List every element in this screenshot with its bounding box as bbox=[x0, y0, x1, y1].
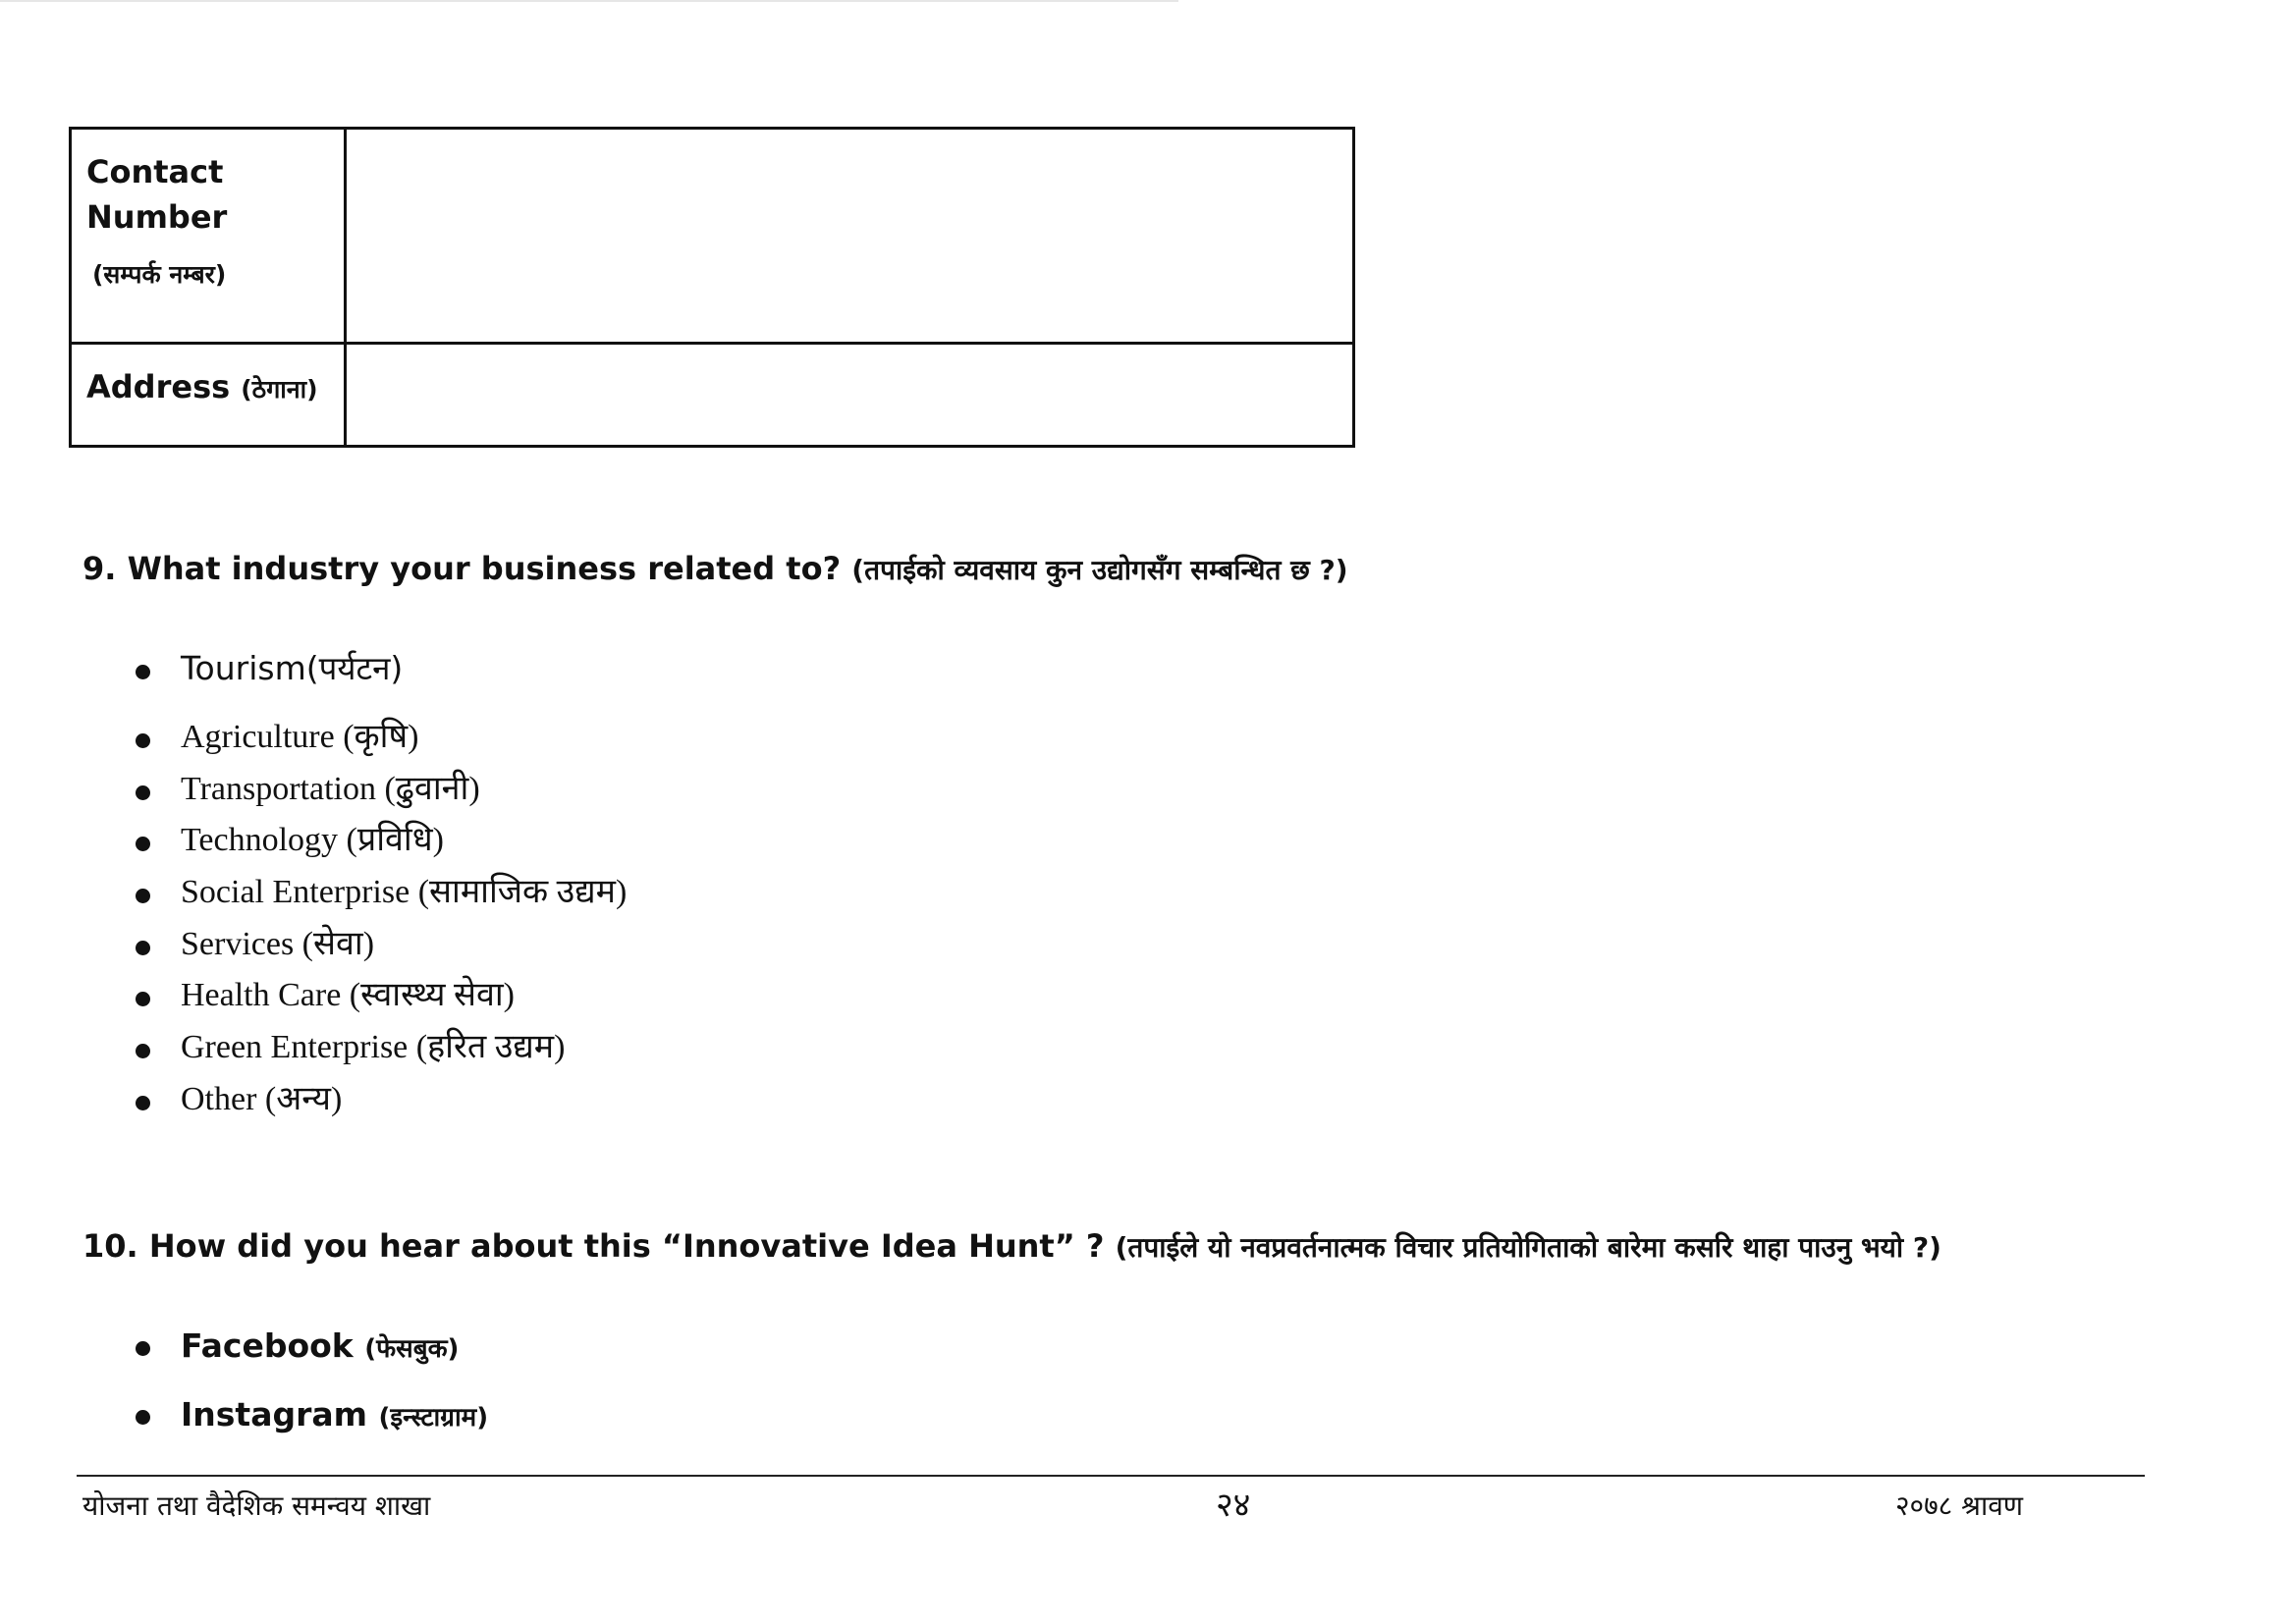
option-label: Facebook bbox=[181, 1326, 354, 1365]
option-label: Health Care (स्वास्थ्य सेवा) bbox=[181, 977, 515, 1014]
industry-option-tourism[interactable] bbox=[128, 643, 627, 712]
bullet-icon bbox=[136, 1044, 150, 1058]
address-label: Address bbox=[86, 368, 231, 406]
option-label: Social Enterprise (सामाजिक उद्यम) bbox=[181, 874, 628, 911]
contact-number-label-cell bbox=[71, 129, 346, 344]
industry-option-health-care[interactable] bbox=[128, 970, 627, 1022]
footer-divider bbox=[77, 1475, 2145, 1477]
option-label: Green Enterprise (हरित उद्यम) bbox=[181, 1029, 566, 1066]
option-label: Tourism(पर्यटन) bbox=[181, 649, 404, 687]
option-label-nepali: (फेसबुक) bbox=[364, 1334, 460, 1364]
footer-page-number: २४ bbox=[1216, 1486, 1251, 1525]
question-9-text: 9. What industry your business related to? bbox=[82, 550, 842, 587]
bullet-icon bbox=[136, 1410, 150, 1425]
option-label: Other (अन्य) bbox=[181, 1080, 343, 1117]
option-label: Instagram bbox=[181, 1395, 368, 1434]
industry-option-transportation[interactable] bbox=[128, 764, 627, 816]
question-9-heading bbox=[82, 550, 1348, 588]
industry-option-green-enterprise[interactable] bbox=[128, 1022, 627, 1074]
option-label: Transportation (ढुवानी) bbox=[181, 770, 480, 807]
source-options-list bbox=[128, 1321, 488, 1458]
bullet-icon bbox=[136, 785, 150, 800]
bullet-icon bbox=[136, 837, 150, 851]
option-label: Technology (प्रविधि) bbox=[181, 822, 444, 859]
question-10-text: 10. How did you hear about this “Innovative Idea Hunt” ? bbox=[82, 1227, 1105, 1265]
option-label: Agriculture (कृषि) bbox=[181, 719, 419, 755]
bullet-icon bbox=[136, 941, 150, 955]
table-row-contact-number bbox=[71, 129, 1354, 344]
bullet-icon bbox=[136, 665, 150, 679]
question-10-text-nepali: (तपाईले यो नवप्रवर्तनात्मक विचार प्रतियोगिताको बारेमा कसरि थाहा पाउनु भयो ?) bbox=[1115, 1231, 1941, 1264]
contact-number-field[interactable] bbox=[346, 129, 1354, 344]
contact-info-table bbox=[69, 127, 1355, 448]
footer-department: योजना तथा वैदेशिक समन्वय शाखा bbox=[82, 1489, 431, 1522]
industry-option-technology[interactable] bbox=[128, 815, 627, 867]
bullet-icon bbox=[136, 733, 150, 748]
source-option-facebook[interactable] bbox=[128, 1321, 488, 1389]
contact-number-label: Contact Number bbox=[86, 153, 228, 236]
bullet-icon bbox=[136, 992, 150, 1006]
top-edge-rule bbox=[0, 0, 1178, 2]
option-label: Services (सेवा) bbox=[181, 925, 375, 962]
industry-options-list bbox=[128, 643, 627, 1126]
bullet-icon bbox=[136, 889, 150, 903]
industry-option-other[interactable] bbox=[128, 1074, 627, 1126]
footer-date: २०७८ श्रावण bbox=[1895, 1489, 2024, 1522]
bullet-icon bbox=[136, 1096, 150, 1110]
contact-number-label-nepali: (सम्पर्क नम्बर) bbox=[92, 260, 227, 289]
address-label-nepali: (ठेगाना) bbox=[241, 375, 318, 404]
table-row-address bbox=[71, 344, 1354, 447]
industry-option-services[interactable] bbox=[128, 919, 627, 971]
address-label-cell bbox=[71, 344, 346, 447]
question-10-heading bbox=[82, 1227, 1941, 1266]
industry-option-social-enterprise[interactable] bbox=[128, 867, 627, 919]
source-option-instagram[interactable] bbox=[128, 1389, 488, 1458]
bullet-icon bbox=[136, 1341, 150, 1356]
option-label-nepali: (इन्स्टाग्राम) bbox=[378, 1403, 489, 1433]
question-9-text-nepali: (तपाईको व्यवसाय कुन उद्योगसँग सम्बन्धित छ ?) bbox=[851, 554, 1348, 586]
industry-option-agriculture[interactable] bbox=[128, 712, 627, 764]
address-field[interactable] bbox=[346, 344, 1354, 447]
